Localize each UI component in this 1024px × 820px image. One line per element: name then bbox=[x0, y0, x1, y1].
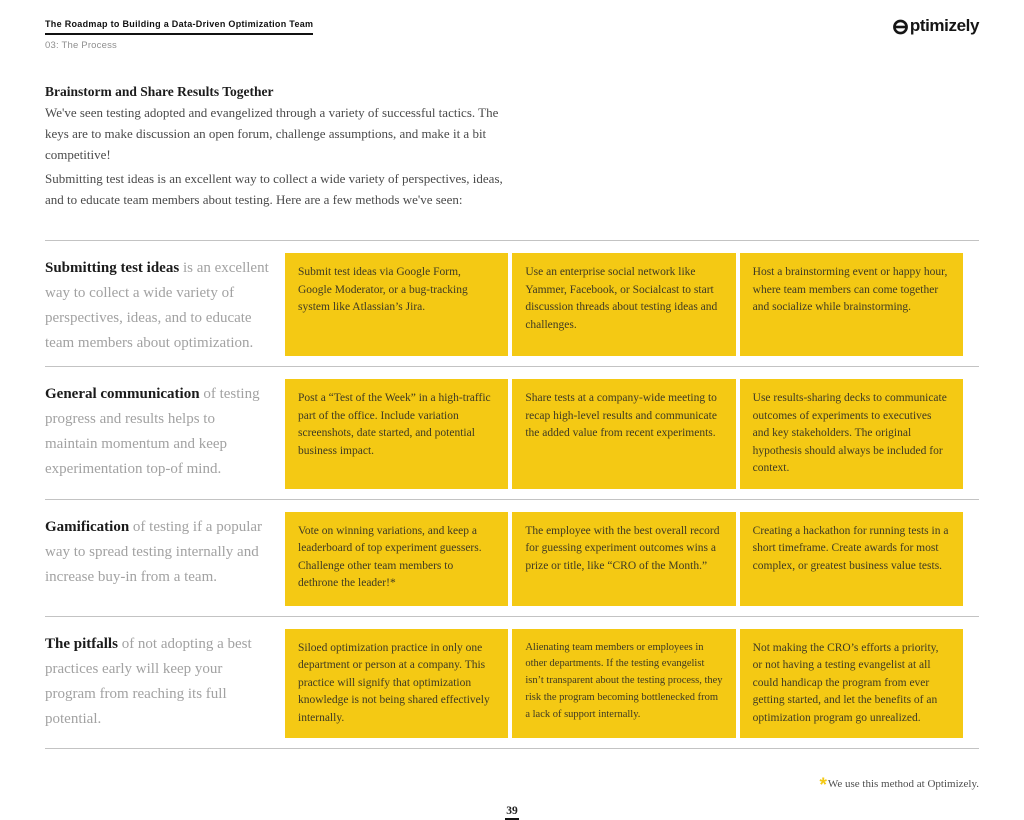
method-cell: Share tests at a company-wide meeting to recap high-level results and communicate the added value from recent experiments. bbox=[512, 379, 735, 489]
method-cell: Post a “Test of the Week” in a high-traffic part of the office. Include variation screenshots, date started, and potential business impact. bbox=[285, 379, 508, 489]
footnote bbox=[45, 775, 979, 797]
document-title: The Roadmap to Building a Data-Driven Optimization Team bbox=[45, 19, 313, 35]
row-label bbox=[45, 379, 285, 489]
row-cells bbox=[285, 253, 963, 356]
method-cell: Use an enterprise social network like Yammer, Facebook, or Socialcast to start discussion threads about testing ideas and challenges. bbox=[512, 253, 735, 356]
row-title: General communication bbox=[45, 386, 200, 402]
method-cell: Creating a hackathon for running tests in a short timeframe. Create awards for most complex, or greatest business value tests. bbox=[740, 512, 963, 606]
method-row-gamification bbox=[45, 499, 979, 616]
row-title: The pitfalls bbox=[45, 635, 118, 652]
method-cell: Use results-sharing decks to communicate outcomes of experiments to executives and key stakeholders. The original hypothesis should always be included for context. bbox=[740, 379, 963, 489]
method-row-the-pitfalls bbox=[45, 616, 979, 749]
optimizely-logo bbox=[892, 16, 979, 36]
method-cell: Host a brainstorming event or happy hour, where team members can come together and socialize while brainstorming. bbox=[740, 253, 963, 356]
footnote-text: We use this method at Optimizely. bbox=[827, 778, 979, 790]
row-label bbox=[45, 629, 285, 739]
page-header bbox=[45, 14, 979, 51]
method-cell: Not making the CRO’s efforts a priority, or not having a testing evangelist at all could handicap the program from ever getting started, and let the benefits of an optimization program go unrealized. bbox=[740, 629, 963, 739]
logo-wordmark: ptimizely bbox=[909, 16, 979, 35]
method-cell: Alienating team members or employees in other departments. If the testing evangelist isn’t transparent about the testing process, they risk the program becoming bottlenecked from a lack of support internally. bbox=[512, 629, 735, 739]
footnote-asterisk: * bbox=[819, 775, 827, 796]
row-description: of not adopting a best practices early will keep your program from reaching its full potential. bbox=[45, 635, 252, 727]
header-left bbox=[45, 14, 313, 51]
row-description: is an excellent way to collect a wide variety of perspectives, ideas, and to educate team members about optimization. bbox=[45, 260, 269, 351]
chapter-label: 03: The Process bbox=[45, 40, 118, 51]
method-row-submitting-test-ideas bbox=[45, 240, 979, 366]
intro-paragraph-1: We've seen testing adopted and evangelized through a variety of successful tactics. The keys are to make discussion an open forum, challenge assumptions, and make it a bit competitive! bbox=[45, 105, 499, 162]
intro-paragraph-2: Submitting test ideas is an excellent way to collect a wide variety of perspectives, ideas, and to educate team members about testing. Here are a few methods we've seen: bbox=[45, 171, 503, 207]
section-heading: Brainstorm and Share Results Together bbox=[45, 84, 274, 99]
row-label bbox=[45, 512, 285, 606]
row-label bbox=[45, 253, 285, 356]
optimizely-o-icon bbox=[892, 18, 909, 35]
row-cells bbox=[285, 512, 963, 606]
method-cell: Submit test ideas via Google Form, Google Moderator, or a bug-tracking system like Atlassian’s Jira. bbox=[285, 253, 508, 356]
method-cell: Siloed optimization practice in only one department or person at a company. This practice will signify that optimization knowledge is not being shared effectively internally. bbox=[285, 629, 508, 739]
method-row-general-communication bbox=[45, 366, 979, 499]
row-description: of testing if a popular way to spread testing internally and increase buy-in from a team. bbox=[45, 518, 263, 585]
method-cell: Vote on winning variations, and keep a leaderboard of top experiment guessers. Challenge other team members to dethrone the leader!* bbox=[285, 512, 508, 606]
row-cells bbox=[285, 629, 963, 739]
methods-table bbox=[45, 240, 979, 749]
intro-section bbox=[45, 81, 517, 210]
method-cell: The employee with the best overall record for guessing experiment outcomes wins a prize or title, like “CRO of the Month.” bbox=[512, 512, 735, 606]
row-cells bbox=[285, 379, 963, 489]
row-title: Gamification bbox=[45, 518, 130, 535]
page-number: 39 bbox=[45, 801, 979, 819]
row-title: Submitting test ideas bbox=[45, 260, 180, 276]
row-description: of testing progress and results helps to maintain momentum and keep experimentation top-of mind. bbox=[45, 386, 260, 477]
